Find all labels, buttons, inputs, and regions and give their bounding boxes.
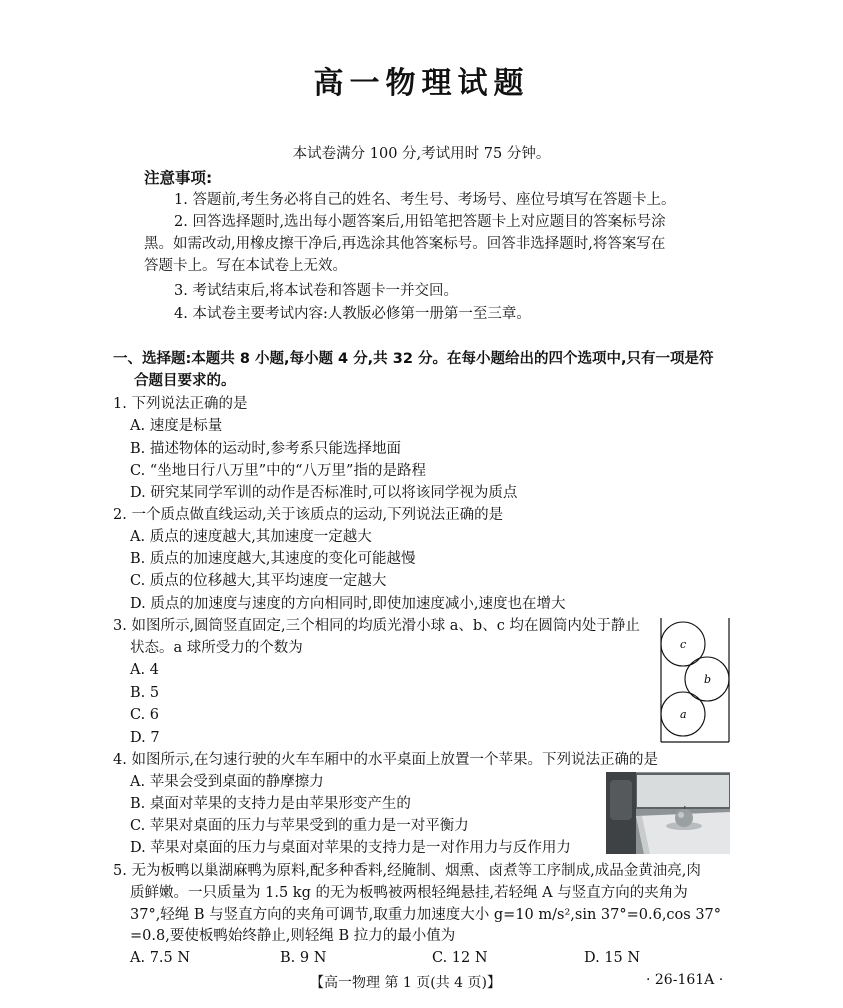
- q1-option-a: A. 速度是标量: [130, 418, 223, 434]
- ball-c-label: c: [680, 638, 687, 651]
- q5-option-d: D. 15 N: [584, 950, 641, 966]
- page-footer-code: · 26-161A ·: [646, 972, 724, 988]
- q3-option-c: C. 6: [130, 707, 160, 723]
- q1-option-c: C. “坐地日行八万里”中的“八万里”指的是路程: [130, 463, 426, 479]
- q3-stem-line-1: 3. 如图所示,圆筒竖直固定,三个相同的均质光滑小球 a、b、c 均在圆筒内处于静止: [113, 618, 640, 634]
- ball-b-label: b: [704, 673, 712, 686]
- page-title: 高一物理试题: [313, 66, 530, 101]
- q3-option-d: D. 7: [130, 730, 160, 746]
- q3-stem-line-2: 状态。a 球所受力的个数为: [130, 640, 303, 656]
- q3-cylinder-figure: [656, 616, 736, 744]
- q2-option-a: A. 质点的速度越大,其加速度一定越大: [130, 529, 372, 545]
- q1-option-b: B. 描述物体的运动时,参考系只能选择地面: [130, 441, 401, 457]
- q1-stem: 1. 下列说法正确的是: [113, 396, 248, 412]
- q1-option-d: D. 研究某同学军训的动作是否标准时,可以将该同学视为质点: [130, 485, 518, 501]
- q3-option-b: B. 5: [130, 685, 160, 701]
- notice-line-5: 3. 考试结束后,将本试卷和答题卡一并交回。: [174, 283, 459, 299]
- q5-stem-line-2: 质鲜嫩。一只质量为 1.5 kg 的无为板鸭被两根轻绳悬挂,若轻绳 A 与竖直方向的夹角为: [130, 885, 688, 901]
- notice-line-6: 4. 本试卷主要考试内容:人教版必修第一册第一至三章。: [174, 306, 531, 322]
- q5-stem-line-4: =0.8,要使板鸭始终静止,则轻绳 B 拉力的最小值为: [130, 928, 456, 944]
- q5-option-c: C. 12 N: [432, 950, 488, 966]
- q4-option-d: D. 苹果对桌面的压力与桌面对苹果的支持力是一对作用力与反作用力: [130, 840, 571, 856]
- q5-stem-line-1: 5. 无为板鸭以巢湖麻鸭为原料,配多种香料,经腌制、烟熏、卤煮等工序制成,成品金黄油亮,肉: [113, 863, 701, 879]
- q2-option-d: D. 质点的加速度与速度的方向相同时,即使加速度减小,速度也在增大: [130, 596, 566, 612]
- q4-option-b: B. 桌面对苹果的支持力是由苹果形变产生的: [130, 796, 411, 812]
- exam-info: 本试卷满分 100 分,考试用时 75 分钟。: [292, 146, 551, 162]
- ball-a-label: a: [680, 708, 687, 721]
- q4-train-apple-photo: [606, 772, 730, 854]
- notice-heading: 注意事项:: [144, 169, 213, 187]
- q4-option-c: C. 苹果对桌面的压力与苹果受到的重力是一对平衡力: [130, 818, 469, 834]
- q2-stem: 2. 一个质点做直线运动,关于该质点的运动,下列说法正确的是: [113, 507, 504, 523]
- section-heading-line-1: 一、选择题:本题共 8 小题,每小题 4 分,共 32 分。在每小题给出的四个选项中,只有一项是符: [113, 351, 714, 367]
- apple: [675, 809, 693, 827]
- q5-stem-line-3: 37°,轻绳 B 与竖直方向的夹角可调节,取重力加速度大小 g=10 m/s²,sin 37°=0.6,cos 37°: [130, 907, 722, 923]
- q4-stem: 4. 如图所示,在匀速行驶的火车车厢中的水平桌面上放置一个苹果。下列说法正确的是: [113, 752, 659, 768]
- notice-line-4: 答题卡上。写在本试卷上无效。: [144, 258, 347, 274]
- page-footer-center: 【高一物理 第 1 页(共 4 页)】: [310, 975, 501, 991]
- notice-line-1: 1. 答题前,考生务必将自己的姓名、考生号、考场号、座位号填写在答题卡上。: [174, 192, 676, 208]
- notice-line-3: 黑。如需改动,用橡皮擦干净后,再选涂其他答案标号。回答非选择题时,将答案写在: [144, 236, 666, 252]
- section-heading-line-2: 合题目要求的。: [134, 373, 236, 389]
- q2-option-c: C. 质点的位移越大,其平均速度一定越大: [130, 573, 387, 589]
- q5-option-a: A. 7.5 N: [130, 950, 191, 966]
- q3-option-a: A. 4: [130, 662, 159, 678]
- q2-option-b: B. 质点的加速度越大,其速度的变化可能越慢: [130, 551, 416, 567]
- notice-line-2: 2. 回答选择题时,选出每小题答案后,用铅笔把答题卡上对应题目的答案标号涂: [174, 214, 666, 230]
- q4-option-a: A. 苹果会受到桌面的静摩擦力: [130, 774, 324, 790]
- q5-option-b: B. 9 N: [280, 950, 327, 966]
- train-window: [636, 774, 730, 808]
